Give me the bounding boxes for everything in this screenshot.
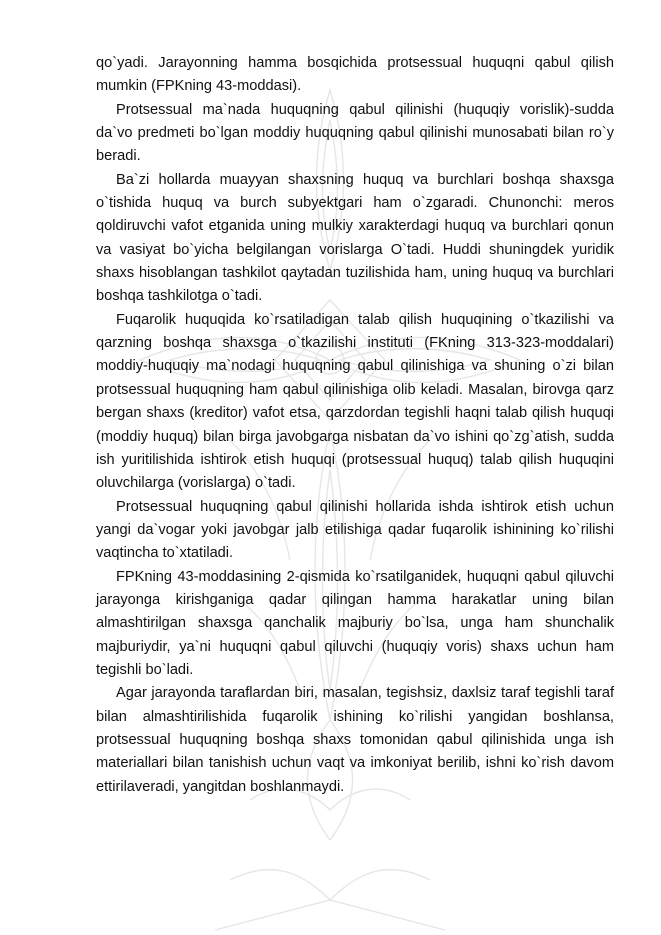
paragraph-4: Fuqarolik huquqida ko`rsatiladigan talab qilish huquqining o`tkazilishi va qarzning boshqa shaxsga o`tkazilishi instituti (FKning 313-323-moddalari) moddiy-huquqiy ma`nodagi huquqning qabul qilinishiga va shuning o`zi bilan protsessual huquqning ham qabul qilinishiga olib keladi. Masalan, birovga qarz bergan shaxs (kreditor) vafot etsa, qarzdordan tegishli haqni talab qilish huquqi (moddiy huquq) bilan birga javobgarga nisbatan da`vo ishini qo`zg`atish, sudda ish yuritilishida ishtirok etish huquqi (protsessual huquq) talab qilish huquqini oluvchilarga (vorislarga) o`tadi.: [96, 311, 614, 492]
document-page: [96, 52, 614, 799]
paragraph-2: Protsessual ma`nada huquqning qabul qilinishi (huquqiy vorislik)-sudda da`vo predmeti bo`lgan moddiy huquqning qabul qilinishi munosabati bilan ro`y beradi.: [96, 101, 614, 165]
paragraph-7: Agar jarayonda taraflardan biri, masalan, tegishsiz, daxlsiz taraf tegishli taraf bilan almashtirilishida fuqarolik ishining ko`rilishi yangidan boshlansa, protsessual huquqning boshqa shaxs tomonidan qabul qilinishida unga ish materiallari bilan tanishish uchun vaqt va imkoniyat berilib, ishni ko`rish davom ettirilaveradi, yangitdan boshlanmaydi.: [96, 685, 614, 795]
paragraph-5: Protsessual huquqning qabul qilinishi hollarida ishda ishtirok etish uchun yangi da`vogar yoki javobgar jalb etilishiga qadar fuqarolik ishinining ko`rilishi vaqtincha to`xtatiladi.: [96, 498, 614, 562]
paragraph-6: FPKning 43-moddasining 2-qismida ko`rsatilganidek, huquqni qabul qiluvchi jarayonga kirishganiga qadar qilingan hamma harakatlar uning bilan almashtirilgan shaxsga qanchalik majburiy bo`lsa, unga ham shunchalik majburiydir, ya`ni huquqni qabul qiluvchi (huquqiy voris) shaxs uchun ham tegishli bo`ladi.: [96, 568, 614, 678]
paragraph-1: qo`yadi. Jarayonning hamma bosqichida protsessual huquqni qabul qilish mumkin (FPKning 43-moddasi).: [96, 55, 614, 95]
paragraph-3: Ba`zi hollarda muayyan shaxsning huquq va burchlari boshqa shaxsga o`tishida huquq va burch subyektgari ham o`zgaradi. Chunonchi: meros qoldiruvchi vafot etganida uning mulkiy xarakterdagi huquq va burchlari qonun va vasiyat bo`yicha belgilangan vorislarga O`tadi. Huddi shuningdek yuridik shaxs hisoblangan tashkilot qaytadan tuzilishida ham, uning huquq va burchlari boshqa tashkilotga o`tadi.: [96, 171, 614, 305]
